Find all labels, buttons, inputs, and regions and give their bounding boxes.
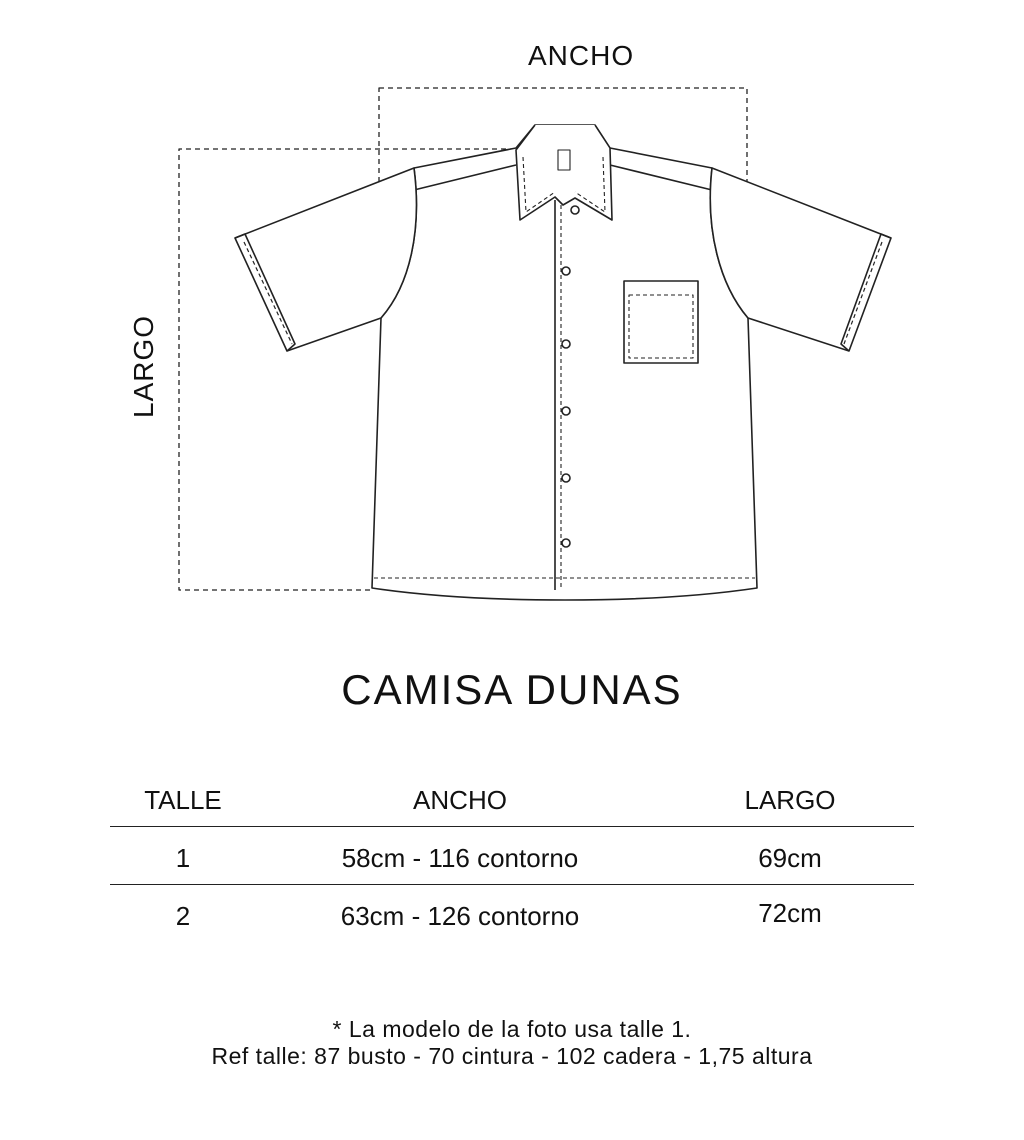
product-title: CAMISA DUNAS bbox=[341, 666, 683, 713]
length-cell: 72cm bbox=[758, 898, 822, 928]
width-cell: 58cm - 116 contorno bbox=[341, 843, 579, 873]
length-cell: 69cm bbox=[758, 843, 822, 873]
size-reference-note: Ref talle: 87 busto - 70 cintura - 102 cadera - 1,75 altura bbox=[211, 1043, 813, 1069]
table-divider bbox=[110, 826, 914, 827]
width-dimension-label: ANCHO bbox=[528, 40, 635, 71]
length-dimension-label: LARGO bbox=[128, 314, 159, 418]
width-cell: 63cm - 126 contorno bbox=[340, 901, 580, 931]
size-notes bbox=[0, 1016, 1024, 1070]
chest-pocket bbox=[624, 281, 698, 363]
model-note: * La modelo de la foto usa talle 1. bbox=[332, 1016, 692, 1042]
size-cell: 1 bbox=[175, 843, 191, 873]
column-header-size: TALLE bbox=[144, 785, 222, 815]
column-header-length: LARGO bbox=[744, 785, 836, 815]
table-divider bbox=[110, 884, 914, 885]
size-cell: 2 bbox=[175, 901, 191, 931]
column-header-width: ANCHO bbox=[413, 785, 507, 815]
